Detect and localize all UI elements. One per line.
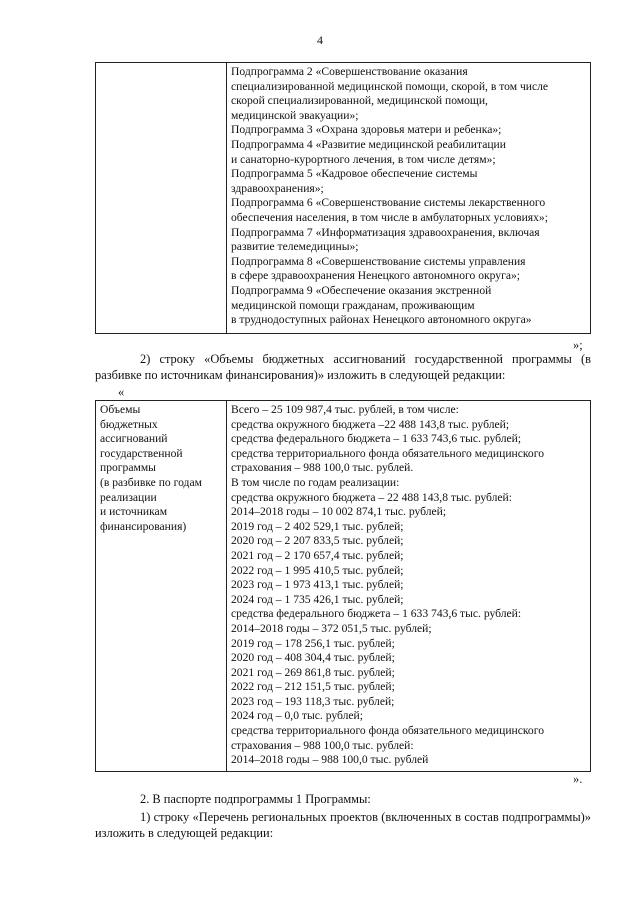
paragraph-budget-row bbox=[95, 351, 591, 383]
closing-quote-2: ». bbox=[573, 772, 583, 786]
closing-quote-1: »; bbox=[573, 338, 583, 352]
text-line: государственной bbox=[100, 446, 183, 460]
text-line: 2022 год – 1 995 410,5 тыс. рублей; bbox=[231, 563, 404, 577]
text-line: ассигнований bbox=[100, 432, 168, 446]
text-line: 2014–2018 годы – 372 051,5 тыс. рублей; bbox=[231, 621, 432, 635]
text-line: средства федерального бюджета – 1 633 743,6 тыс. рублей: bbox=[231, 607, 522, 621]
text-line: специализированной медицинской помощи, скорой, в том числе bbox=[231, 79, 549, 93]
text-line: и источникам bbox=[100, 505, 168, 519]
text-line: программы bbox=[100, 461, 156, 475]
paragraph-projects-row bbox=[95, 809, 591, 841]
text-line: 2023 год – 193 118,3 тыс. рублей; bbox=[231, 694, 395, 708]
text-line: средства территориального фонда обязательного медицинского bbox=[231, 724, 544, 738]
text-line: страхования – 988 100,0 тыс. рублей. bbox=[231, 461, 414, 475]
text-line: Подпрограмма 3 «Охрана здоровья матери и ребенка»; bbox=[231, 123, 502, 137]
text-line: страхования – 988 100,0 тыс. рублей: bbox=[231, 738, 414, 752]
text-line: здравоохранения»; bbox=[231, 181, 324, 195]
text-line: и санаторно-курортного лечения, в том числе детям»; bbox=[231, 152, 496, 166]
text-line: 2019 год – 2 402 529,1 тыс. рублей; bbox=[231, 519, 404, 533]
text-line: 2014–2018 годы – 10 002 874,1 тыс. рублей; bbox=[231, 505, 447, 519]
table-row bbox=[96, 63, 591, 334]
text-line: Подпрограмма 2 «Совершенствование оказания bbox=[231, 65, 468, 78]
text-line: Подпрограмма 5 «Кадровое обеспечение системы bbox=[231, 167, 478, 181]
subprograms-table bbox=[95, 62, 591, 334]
text-line: 2023 год – 1 973 413,1 тыс. рублей; bbox=[231, 578, 404, 592]
budget-label-cell bbox=[96, 401, 227, 772]
paragraph-text: 2. В паспорте подпрограммы 1 Программы: bbox=[140, 792, 371, 806]
text-line: 2024 год – 0,0 тыс. рублей; bbox=[231, 709, 363, 723]
table-row bbox=[96, 401, 591, 772]
paragraph-text: 1) строку «Перечень региональных проектов (включенных в состав подпрограммы)» изложить в следующей редакции: bbox=[95, 810, 591, 840]
text-line: обеспечения населения, в том числе в амбулаторных условиях»; bbox=[231, 210, 548, 224]
text-line: Подпрограмма 8 «Совершенствование системы управления bbox=[231, 254, 526, 268]
text-line: средства территориального фонда обязательного медицинского bbox=[231, 446, 544, 460]
text-line: Подпрограмма 7 «Информатизация здравоохранения, включая bbox=[231, 225, 540, 239]
text-line: 2019 год – 178 256,1 тыс. рублей; bbox=[231, 636, 395, 650]
text-line: бюджетных bbox=[100, 417, 158, 431]
text-line: 2020 год – 408 304,4 тыс. рублей; bbox=[231, 651, 395, 665]
text-line: 2021 год – 2 170 657,4 тыс. рублей; bbox=[231, 548, 404, 562]
text-line: Подпрограмма 4 «Развитие медицинской реабилитации bbox=[231, 137, 506, 151]
text-line: медицинской эвакуации»; bbox=[231, 108, 359, 122]
budget-table bbox=[95, 400, 591, 772]
text-line: финансирования) bbox=[100, 519, 187, 533]
text-line: средства окружного бюджета –22 488 143,8 тыс. рублей; bbox=[231, 417, 510, 431]
paragraph-passport bbox=[95, 791, 591, 807]
text-line: медицинской помощи гражданам, проживающим bbox=[231, 298, 475, 312]
opening-quote: « bbox=[118, 385, 125, 399]
page-number: 4 bbox=[317, 33, 323, 47]
text-line: Подпрограмма 6 «Совершенствование системы лекарственного bbox=[231, 196, 546, 210]
text-line: (в разбивке по годам bbox=[100, 475, 202, 489]
empty-label-cell bbox=[96, 63, 227, 334]
text-line: развитие телемедицины»; bbox=[231, 240, 359, 254]
text-line: скорой специализированной, медицинской помощи, bbox=[231, 94, 488, 108]
text-line: 2020 год – 2 207 833,5 тыс. рублей; bbox=[231, 534, 404, 548]
text-line: реализации bbox=[100, 490, 157, 504]
text-line: 2024 год – 1 735 426,1 тыс. рублей; bbox=[231, 592, 404, 606]
text-line: 2022 год – 212 151,5 тыс. рублей; bbox=[231, 680, 395, 694]
text-line: средства окружного бюджета – 22 488 143,8 тыс. рублей: bbox=[231, 490, 512, 504]
text-line: В том числе по годам реализации: bbox=[231, 475, 400, 489]
text-line: в сфере здравоохранения Ненецкого автономного округа»; bbox=[231, 269, 520, 283]
text-line: Подпрограмма 9 «Обеспечение оказания экстренной bbox=[231, 283, 492, 297]
budget-values-cell bbox=[227, 401, 591, 772]
text-line: в труднодоступных районах Ненецкого автономного округа» bbox=[231, 313, 532, 327]
text-line: Объемы bbox=[100, 403, 141, 416]
text-line: 2014–2018 годы – 988 100,0 тыс. рублей bbox=[231, 753, 429, 767]
text-line: средства федерального бюджета – 1 633 743,6 тыс. рублей; bbox=[231, 432, 522, 446]
subprograms-list-cell bbox=[227, 63, 591, 334]
paragraph-text: 2) строку «Объемы бюджетных ассигнований государственной программы (в разбивке по источникам финансирования)» изложить в следующей редакции: bbox=[95, 352, 591, 382]
text-line: 2021 год – 269 861,8 тыс. рублей; bbox=[231, 665, 395, 679]
text-line: Всего – 25 109 987,4 тыс. рублей, в том числе: bbox=[231, 403, 459, 416]
